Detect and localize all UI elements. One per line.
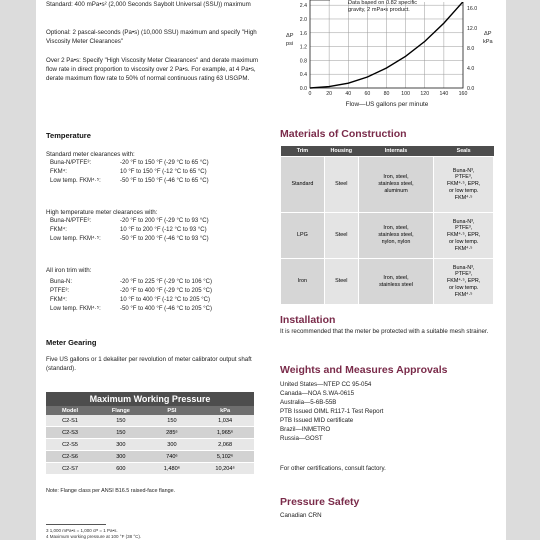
footnotes xyxy=(46,528,141,540)
meter-gearing-heading: Meter Gearing xyxy=(46,338,97,347)
mwp-header-kpa: kPa xyxy=(196,406,254,415)
x-tick-label: 80 xyxy=(383,91,390,97)
footnote-divider xyxy=(46,524,106,525)
installation-heading: Installation xyxy=(280,314,336,326)
mat-trim: Standard xyxy=(281,157,325,213)
mwp-header-model: Model xyxy=(46,406,94,415)
temperature-heading: Temperature xyxy=(46,131,91,140)
standard-clearances-intro: Standard meter clearances with: xyxy=(46,151,135,158)
mat-header-internals: Internals xyxy=(358,146,434,157)
iron-temp-list xyxy=(46,278,268,314)
y-tick-label: 0.8 xyxy=(299,58,307,65)
mat-header-seals: Seals xyxy=(434,146,494,157)
viscosity-over: Over 2 Pa•s: Specify "High Viscosity Meter Clearances" and derate maximum flow rate in direct proportion to viscosity over 2 Pa•s. For example, at 4 Pa•s, derate maximum flow rate to 50% of normal continuous rating 63 USGPM. xyxy=(46,57,259,82)
y-tick-label: 2.4 xyxy=(299,3,307,10)
y-tick-label: 0.0 xyxy=(299,86,307,92)
mat-housing: Steel xyxy=(324,259,358,305)
y2-tick-label: 8.0 xyxy=(467,45,475,52)
meter-gearing-text: Five US gallons or 1 dekaliter per revolution of meter calibrator output shaft (standard). xyxy=(46,356,252,372)
list-item: Russia—GOST xyxy=(280,435,323,442)
mat-housing: Steel xyxy=(324,213,358,259)
right-axis-label-top: ΔP xyxy=(484,31,492,37)
list-item: Brazil—INMETRO xyxy=(280,426,331,433)
mat-housing: Steel xyxy=(324,157,358,213)
x-tick-label: 140 xyxy=(439,91,449,97)
table-row: C2-S5 300 300 2,068 xyxy=(46,439,254,451)
flange-note: Note: Flange class per ANSI B16.5 raised-face flange. xyxy=(46,488,176,494)
right-axis-label-unit: kPa xyxy=(483,39,493,45)
temp-row: Low temp. FKM⁴·⁵: -50 °F to 150 °F (-46 °C to 65 °C) xyxy=(50,178,209,184)
chart-note-line1: Data based on 0.82 specific xyxy=(348,0,418,6)
standard-temp-list xyxy=(46,159,268,186)
y2-tick-label: 16.0 xyxy=(467,5,478,12)
x-tick-label: 20 xyxy=(326,91,333,97)
mwp-title: Maximum Working Pressure xyxy=(46,392,254,406)
approvals-list xyxy=(280,380,383,443)
list-item: Canada—NOA S.WA-0615 xyxy=(280,390,355,397)
mat-internals: Iron, steel, stainless steel, aluminum xyxy=(358,157,434,213)
table-row xyxy=(281,259,494,305)
viscosity-standard: Standard: 400 mPa•s² (2,000 Seconds Saybolt Universal (SSU)) maximum xyxy=(46,1,251,8)
mat-seals: Buna-N³, PTFE³, FKM⁴·⁵, EPR, or low temp. FKM⁴·⁵ xyxy=(434,213,494,259)
list-item: PTB Issued MID certificate xyxy=(280,417,354,424)
iron-trim-intro: All iron trim with: xyxy=(46,267,92,274)
chart-note-line2: gravity, 2 mPa•s product. xyxy=(348,7,410,13)
footnote: 3 1,000 mPa•s = 1,000 cP = 1 Pa•s. xyxy=(46,528,118,533)
temp-row: Buna-N: -20 °F to 225 °F (-29 °C to 106 °C) xyxy=(50,279,212,285)
mat-trim: LPG xyxy=(281,213,325,259)
chart-x-label: Flow—US gallons per minute xyxy=(345,101,429,108)
temp-row: PTFE³: -20 °F to 400 °F (-29 °C to 205 °C) xyxy=(50,288,212,294)
mwp-header-flange: Flange xyxy=(94,406,148,415)
installation-text: It is recommended that the meter be protected with a suitable mesh strainer. xyxy=(280,328,489,335)
table-row xyxy=(281,157,494,213)
y-tick-label: 1.6 xyxy=(299,30,307,37)
materials-heading: Materials of Construction xyxy=(280,128,407,140)
max-working-pressure-table xyxy=(46,392,254,475)
mat-header-trim: Trim xyxy=(281,146,325,157)
viscosity-optional: Optional: 2 pascal-seconds (Pa•s) (10,000 SSU) maximum and specify "High Viscosity Meter Clearances" xyxy=(46,29,257,45)
left-axis-label-unit: psi xyxy=(286,41,294,47)
mat-trim: Iron xyxy=(281,259,325,305)
table-row: C2-S6 300 740⁶ 5,102⁶ xyxy=(46,451,254,463)
temp-row: FKM⁴: 10 °F to 200 °F (-12 °C to 93 °C) xyxy=(50,227,207,233)
y2-tick-label: 0.0 xyxy=(467,86,475,92)
x-tick-label: 160 xyxy=(458,91,468,97)
x-tick-label: 60 xyxy=(364,91,371,97)
table-row: C2-S3 150 285⁶ 1,965⁶ xyxy=(46,427,254,439)
pressure-safety-text: Canadian CRN xyxy=(280,512,322,519)
mwp-header-psi: PSI xyxy=(148,406,197,415)
high-temp-intro: High temperature meter clearances with: xyxy=(46,209,158,216)
pressure-safety-heading: Pressure Safety xyxy=(280,496,360,508)
approvals-heading: Weights and Measures Approvals xyxy=(280,364,448,376)
mat-internals: Iron, steel, stainless steel xyxy=(358,259,434,305)
materials-table xyxy=(280,146,494,305)
left-axis-label-top: ΔP xyxy=(286,33,294,39)
approvals-other: For other certifications, consult factory. xyxy=(280,465,386,472)
list-item: Australia—5-6B-55B xyxy=(280,399,337,406)
x-tick-label: 100 xyxy=(401,91,410,97)
y-tick-label: 0.4 xyxy=(299,72,307,79)
x-axis-ticks xyxy=(309,91,468,97)
high-temp-list xyxy=(46,217,268,244)
mat-header-housing: Housing xyxy=(324,146,358,157)
y2-tick-label: 4.0 xyxy=(467,65,475,72)
chart-grid xyxy=(310,0,463,88)
temp-row: FKM⁴: 10 °F to 400 °F (-12 °C to 205 °C) xyxy=(50,297,210,303)
pressure-drop-chart xyxy=(280,0,498,112)
x-tick-label: 120 xyxy=(420,91,430,97)
x-tick-label: 0 xyxy=(308,91,312,97)
y-tick-label: 2.0 xyxy=(299,16,307,23)
y-axis-ticks xyxy=(300,3,307,92)
mat-seals: Buna-N³, PTFE³, FKM⁴·⁵, EPR, or low temp. FKM⁴·⁵ xyxy=(434,157,494,213)
temp-row: FKM⁴: 10 °F to 150 °F (-12 °C to 65 °C) xyxy=(50,169,207,175)
footnote: 4 Maximum working pressure at 100 °F (38 °C). xyxy=(46,534,142,539)
temp-row: Buna-N/PTFE³: -20 °F to 150 °F (-29 °C to 65 °C) xyxy=(50,160,209,166)
temp-row: Buna-N/PTFE³: -20 °F to 200 °F (-29 °C to 93 °C) xyxy=(50,218,209,224)
table-row: C2-S1 150 150 1,034 xyxy=(46,415,254,427)
mat-internals: Iron, steel, stainless steel, nylon, nylon xyxy=(358,213,434,259)
table-row: C2-S7 600 1,480⁶ 10,204⁶ xyxy=(46,463,254,475)
table-row xyxy=(281,213,494,259)
mat-seals: Buna-N³, PTFE³, FKM⁴·⁵, EPR, or low temp. FKM⁴·⁵ xyxy=(434,259,494,305)
list-item: United States—NTEP CC 95-054 xyxy=(280,381,372,388)
temp-row: Low temp. FKM⁴·⁵: -50 °F to 200 °F (-46 °C to 93 °C) xyxy=(50,236,209,242)
datasheet-page xyxy=(36,0,506,540)
y2-axis-ticks xyxy=(467,6,477,92)
x-tick-label: 40 xyxy=(345,91,352,97)
list-item: PTB Issued OIML R117-1 Test Report xyxy=(280,408,384,415)
y-tick-label: 1.2 xyxy=(299,44,307,51)
y2-tick-label: 12.0 xyxy=(467,25,478,32)
temp-row: Low temp. FKM⁴·⁵: -50 °F to 400 °F (-46 °C to 205 °C) xyxy=(50,306,212,312)
